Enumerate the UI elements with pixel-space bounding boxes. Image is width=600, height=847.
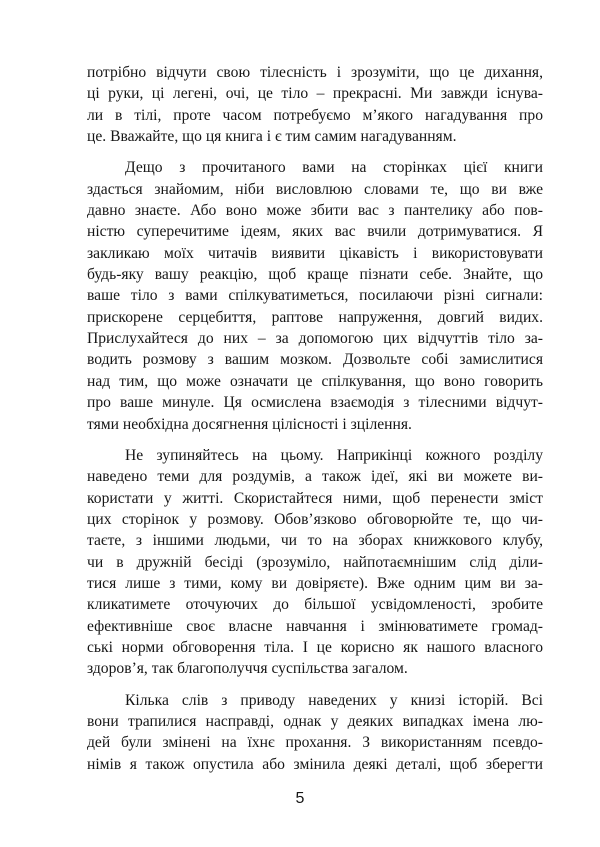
text-line: тися лише з тими, кому ви довіряєте). Вже одним цим ви за- [87,574,543,592]
text-line: здасться знайомим, ніби висловлюю словами те, що ви вже [87,180,543,198]
text-line: здоров’я, так благополуччя суспільства загалом. [87,660,408,678]
text-line: це. Вважайте, що ця книга і є тим самим нагадуванням. [87,128,457,146]
text-line: закликаю моїх читачів виявити цікавість і використовувати [87,244,543,262]
paragraph [87,62,543,147]
text-line: ністю суперечитиме ідеям, яких вас вчили дотримуватися. Я [87,223,543,241]
text-line: будь-яку вашу реакцію, щоб краще пізнати себе. Знайте, що [87,266,543,284]
text-line: ці руки, ці легені, очі, це тіло – прекрасні. Ми завжди існува- [87,85,543,103]
paragraph [87,157,543,434]
text-line: ваше тіло з вами спілкуватиметься, посилаючи різні сигнали: [87,287,543,305]
text-line: ли в тілі, проте часом потребуємо м’якого нагадування про [87,106,543,124]
text-line: дей були змінені на їхнє прохання. З використанням псевдо- [87,734,543,752]
text-line: давно знаєте. Або воно може збити вас з пантелику або пов- [87,202,543,220]
text-line: над тим, що може означати це спілкування, що воно говорить [87,372,543,390]
text-line: про ваше минуле. Ця осмислена взаємодія з тілесними відчут- [87,394,543,412]
text-line: тями необхідна досягнення цілісності і зцілення. [87,415,412,433]
text-line: вони трапилися насправді, однак у деяких випадках імена лю- [87,712,543,730]
body-text [87,62,543,775]
text-line: водить розмову з вашим мозком. Дозвольте собі замислитися [87,351,543,369]
paragraph-gap [87,147,543,157]
text-line: Дещо з прочитаного вами на сторінках цієї книги [125,159,543,177]
text-line: Прислухайтеся до них – за допомогою цих відчуттів тіло за- [87,330,543,348]
paragraph [87,445,543,680]
page-number: 5 [295,790,305,807]
text-line: чи в дружній бесіді (зрозуміло, найпотаємнішим слід діли- [87,553,543,571]
paragraph-gap [87,435,543,445]
text-line: кликатимете оточуючих до більшої усвідомленості, зробите [87,596,543,614]
text-line: цих сторінок у розмову. Обов’язково обговорюйте те, що чи- [87,510,543,528]
text-line: потрібно відчути свою тілесність і зрозуміти, що це дихання, [87,64,543,81]
text-line: наведено теми для роздумів, а також ідеї, які ви можете ви- [87,468,543,486]
text-line: Кілька слів з приводу наведених у книзі історій. Всі [125,691,543,709]
text-line: Не зупиняйтесь на цьому. Наприкінці кожного розділу [125,446,543,464]
paragraph-gap [87,680,543,690]
text-line: прискорене серцебиття, раптове напруження, довгий видих. [87,308,543,326]
text-line: користати у житті. Скористайтеся ними, щоб перенести зміст [87,489,543,507]
text-line: німів я також опустила або змінила деякі деталі, щоб зберегти [87,755,543,773]
text-line: таєте, з іншими людьми, чи то на зборах книжкового клубу, [87,532,543,550]
text-line: ефективніше своє власне навчання і змінюватимете громад- [87,617,543,635]
text-line: ські норми обговорення тіла. І це корисно як нашого власного [87,638,543,656]
paragraph [87,690,543,775]
